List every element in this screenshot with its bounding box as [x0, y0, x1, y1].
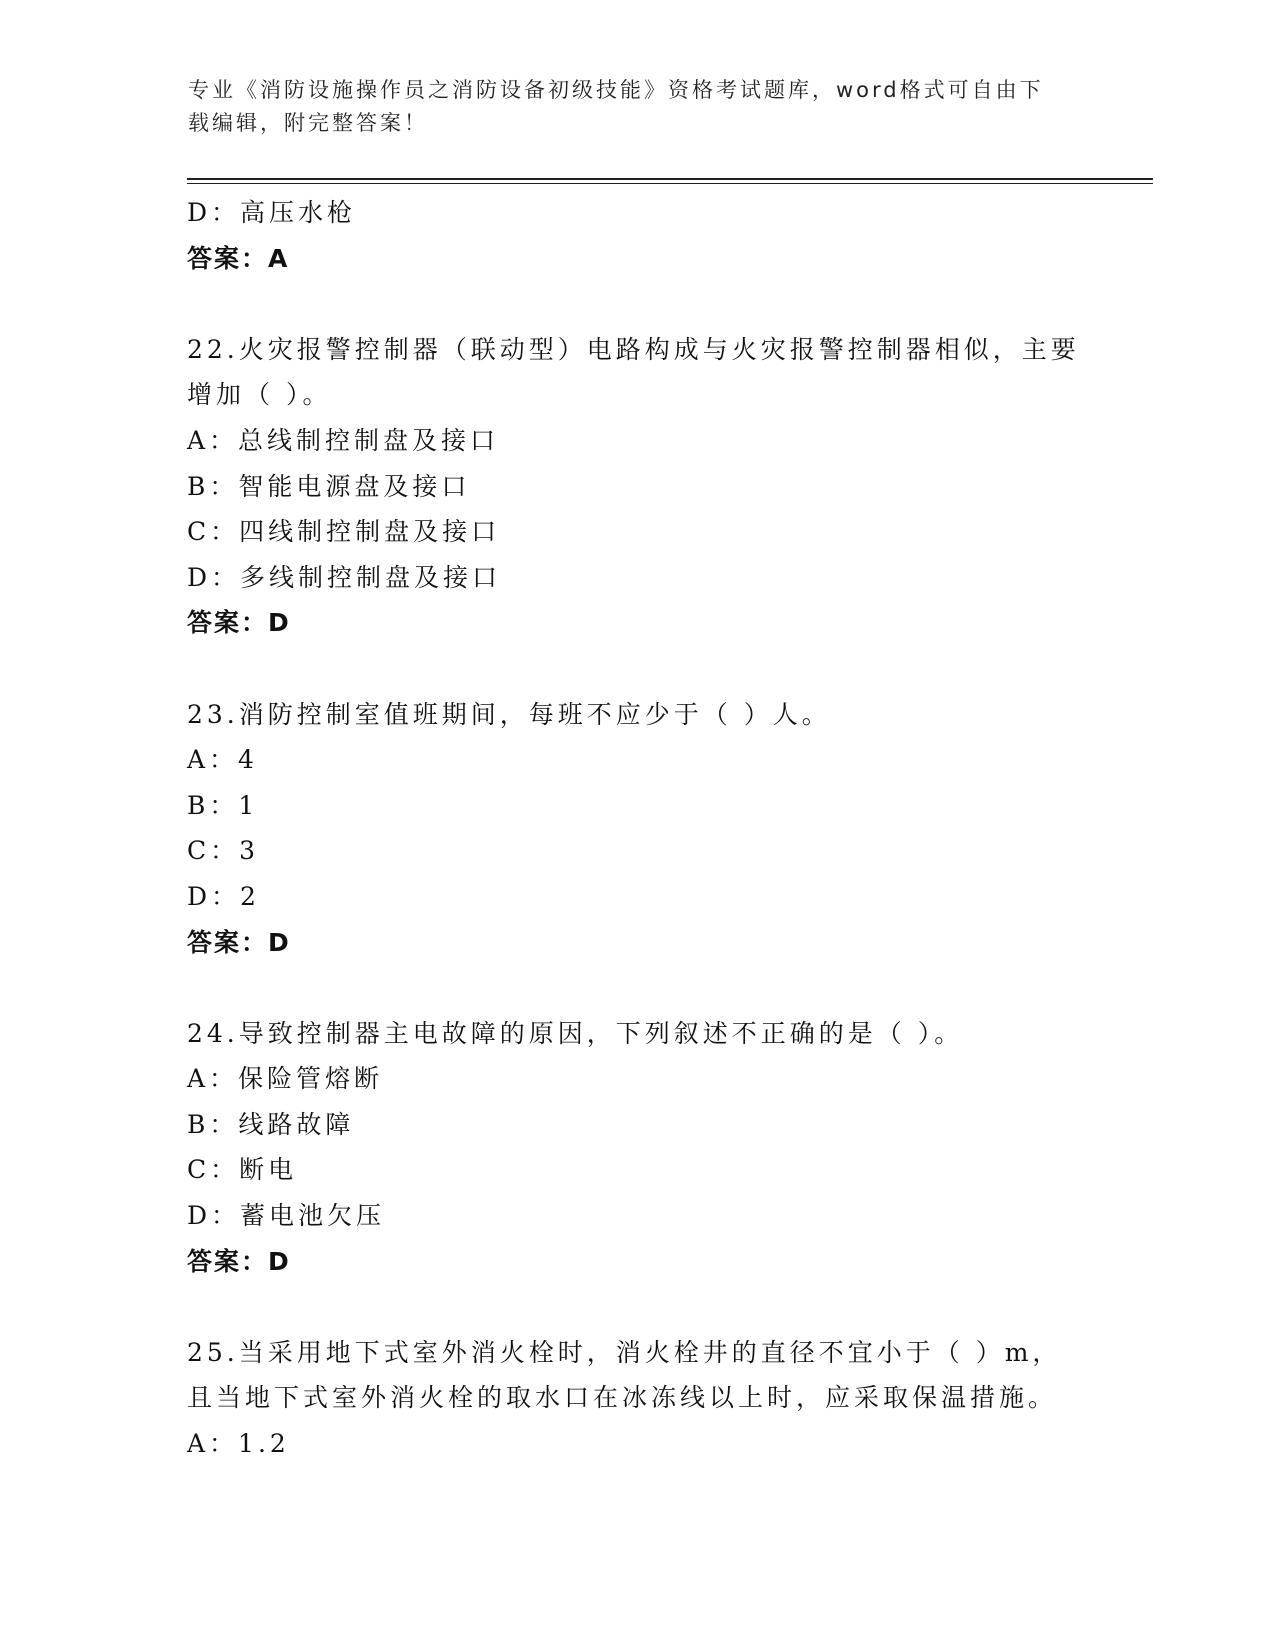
question-25-stem-line-1: 25.当采用地下式室外消火栓时，消火栓井的直径不宜小于（ ）m， [187, 1337, 1062, 1367]
question-22 [187, 327, 1087, 646]
question-22-option-a: A：总线制控制盘及接口 [187, 425, 500, 455]
header-line-2: 载编辑，附完整答案！ [188, 111, 428, 135]
prev-option-d: D：高压水枪 [187, 198, 357, 227]
question-24-stem-line-1: 24.导致控制器主电故障的原因，下列叙述不正确的是（ ）。 [187, 1018, 964, 1048]
question-25-stem-line-2: 且当地下式室外消火栓的取水口在冰冻线以上时，应采取保温措施。 [187, 1383, 1058, 1413]
question-24-option-b: B：线路故障 [187, 1109, 355, 1139]
question-24-option-a: A：保险管熔断 [187, 1064, 384, 1094]
question-25-option-a: A：1.2 [187, 1429, 290, 1459]
question-23-option-d: D：2 [187, 881, 260, 911]
header-line-1: 专业《消防设施操作员之消防设备初级技能》资格考试题库，word格式可自由下 [188, 78, 1044, 102]
header-divider [187, 178, 1153, 184]
spacer [187, 646, 1087, 692]
question-24-answer: 答案：D [187, 1246, 291, 1276]
question-23-option-a: A：4 [187, 745, 258, 775]
question-22-option-c: C：四线制控制盘及接口 [187, 517, 501, 547]
question-23-answer: 答案：D [187, 927, 291, 957]
question-25 [187, 1330, 1087, 1467]
spacer [187, 965, 1087, 1011]
question-22-option-d: D：多线制控制盘及接口 [187, 562, 502, 592]
question-23-option-c: C：3 [187, 836, 260, 866]
question-22-option-b: B：智能电源盘及接口 [187, 471, 471, 501]
question-23-stem-line-1: 23.消防控制室值班期间，每班不应少于（ ）人。 [187, 699, 831, 729]
question-24 [187, 1011, 1087, 1285]
question-22-stem-line-2: 增加（ ）。 [187, 380, 332, 410]
question-22-answer: 答案：D [187, 608, 291, 638]
question-23 [187, 692, 1087, 966]
spacer [187, 281, 1087, 327]
question-22-stem-line-1: 22.火灾报警控制器（联动型）电路构成与火灾报警控制器相似，主要 [187, 334, 1080, 364]
page-header [188, 74, 1068, 140]
question-23-option-b: B：1 [187, 790, 259, 820]
prev-answer: 答案：A [187, 243, 290, 273]
spacer [187, 1284, 1087, 1330]
question-24-option-c: C：断电 [187, 1155, 298, 1185]
question-content [187, 190, 1087, 1467]
question-24-option-d: D：蓄电池欠压 [187, 1201, 386, 1231]
